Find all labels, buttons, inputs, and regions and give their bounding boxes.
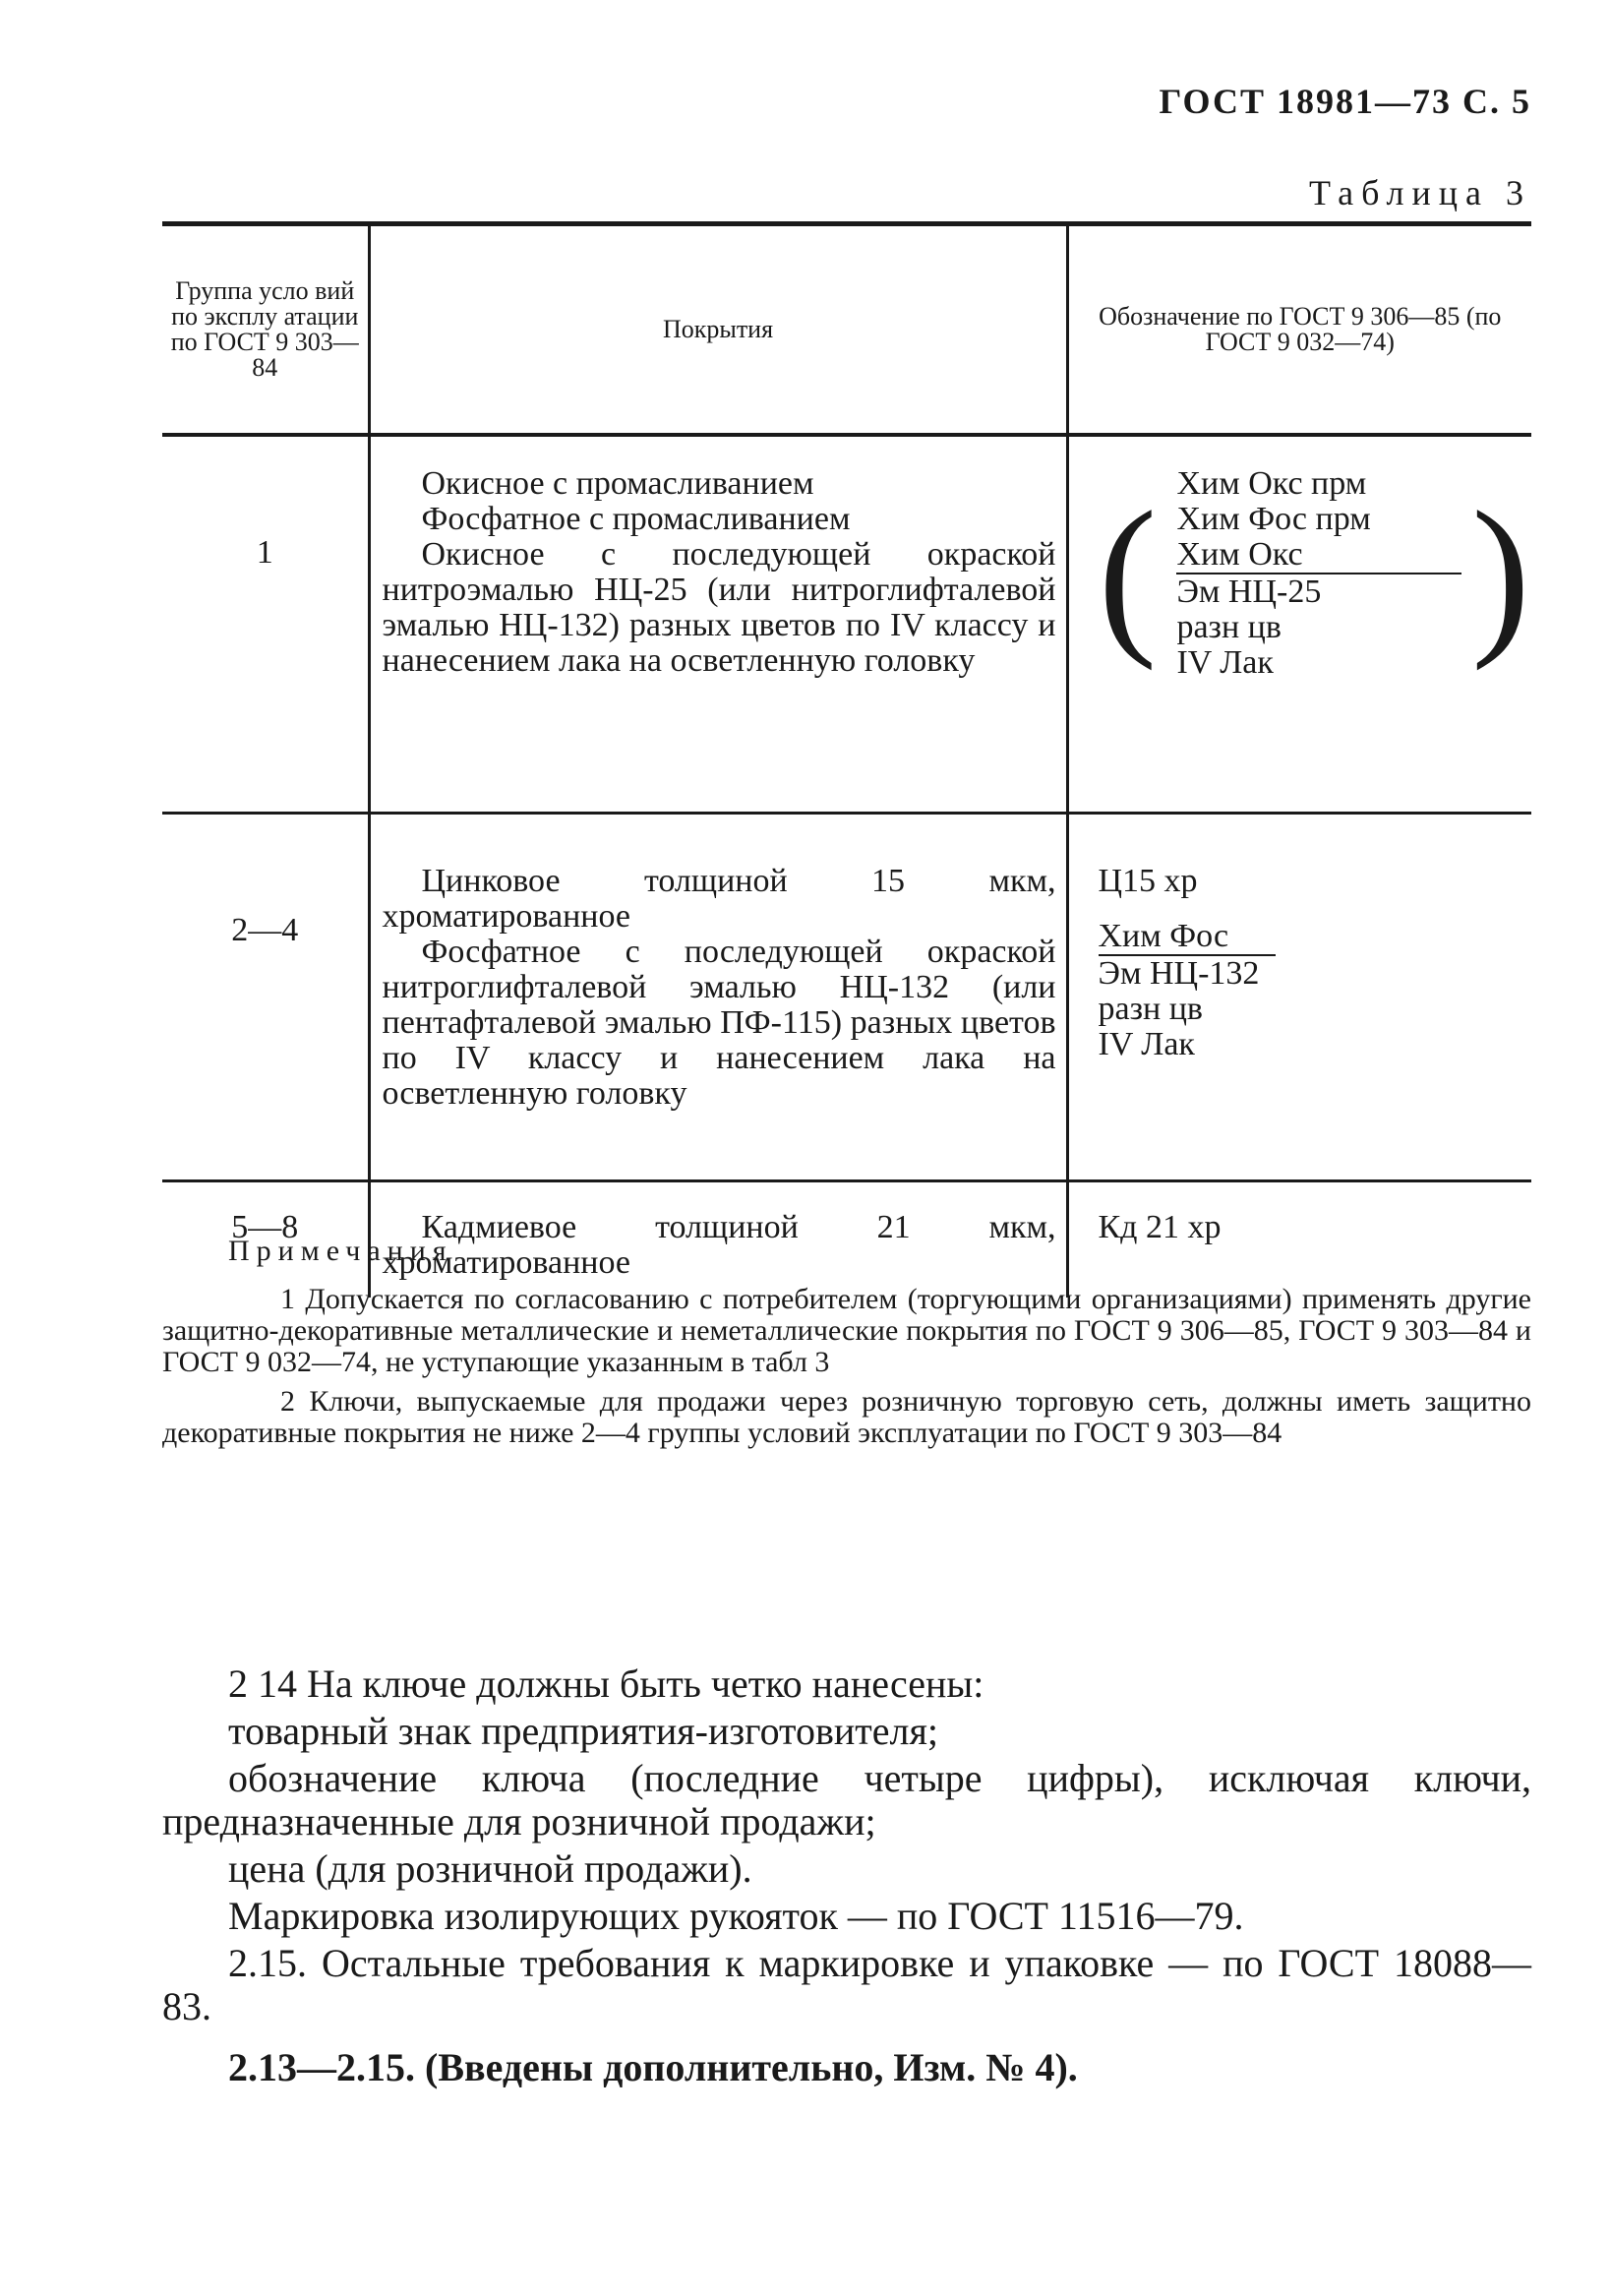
note-item: 1 Допускается по согласованию с потребителем (торгующими организациями) применять другие защитно-декоративные металлические и неметаллические покрытия по ГОСТ 9 306—85, ГОСТ 9 303—84 и ГОСТ 9 032—74, не уступающие указанным в табл 3 <box>162 1283 1531 1378</box>
paragraph: цена (для розничной продажи). <box>228 1846 752 1891</box>
group-cell: 2—4 <box>162 814 369 1181</box>
notes-title: Примечания <box>228 1235 453 1267</box>
table-row <box>162 435 1531 814</box>
table-caption: Таблица 3 <box>1309 173 1531 212</box>
coating-line: Кадмиевое толщиной 21 мкм, хроматированное <box>382 1209 1056 1281</box>
paragraph: Маркировка изолирующих рукояток — по ГОСТ 11516—79. <box>228 1894 1244 1938</box>
note-item: 2 Ключи, выпускаемые для продажи через розничную торговую сеть, должны иметь защитно декоративные покрытия не ниже 2—4 группы условий эксплуатации по ГОСТ 9 303—84 <box>162 1385 1531 1449</box>
clause-2-15: 2.15. Остальные требования к маркировке и упаковке — по ГОСТ 18088—83. <box>162 1941 1531 2028</box>
column-header-designation: Обозначение по ГОСТ 9 306—85 (по ГОСТ 9 032—74) <box>1067 224 1531 436</box>
designation-plain: Ц15 хр <box>1098 863 1198 899</box>
designation-cell <box>1067 435 1531 814</box>
group-cell: 1 <box>162 435 369 814</box>
group-cell: 5—8 <box>162 1181 369 1299</box>
designation-numerator: Хим Окс прм Хим Фос прм Хим Окс <box>1176 466 1461 574</box>
coating-cell <box>369 435 1067 814</box>
coating-line: Фосфатное с промасливанием <box>421 501 851 537</box>
designation-fraction: Хим Фос Эм НЦ-132 разн цв IV Лак <box>1099 919 1276 1062</box>
paragraph: товарный знак предприятия-изготовителя; <box>228 1709 938 1753</box>
table-row <box>162 814 1531 1181</box>
notes-list <box>162 1284 1531 1457</box>
table-header-row <box>162 224 1531 436</box>
designation-cell: Кд 21 хр <box>1098 1209 1222 1245</box>
right-bracket-icon: ) <box>1471 475 1530 671</box>
coating-cell <box>369 1181 1067 1299</box>
page-header: ГОСТ 18981—73 С. 5 <box>1159 82 1531 121</box>
paragraph: обозначение ключа (последние четыре цифры), исключая ключи, предназначенные для розничной продажи; <box>162 1756 1531 1843</box>
coating-cell <box>369 814 1067 1181</box>
designation-fraction: Хим Окс прм Хим Фос прм Хим Окс Эм НЦ-25 разн цв IV Лак <box>1176 466 1461 681</box>
designation-cell <box>1067 814 1531 1181</box>
left-bracket-icon: ( <box>1098 475 1158 671</box>
column-header-group: Группа усло вий по эксплу атации по ГОСТ 9 303—84 <box>162 224 369 436</box>
amendment-note: 2.13—2.15. (Введены дополнительно, Изм. № 4). <box>228 2045 1078 2089</box>
designation-numerator: Хим Фос <box>1099 919 1276 956</box>
coatings-table <box>162 221 1531 1298</box>
coating-line: Цинковое толщиной 15 мкм, хроматированное <box>382 863 1056 935</box>
coating-line: Окисное с промасливанием <box>421 465 814 502</box>
coating-line: Окисное с последующей окраской нитроэмалью НЦ-25 (или нитроглифталевой эмалью НЦ-132) разных цветов по IV классу и нанесением лака на осветленную головку <box>382 536 1056 679</box>
body-text <box>162 1662 1531 2093</box>
clause-2-14: 2 14 На ключе должны быть четко нанесены: <box>228 1662 984 1706</box>
coating-line: Фосфатное с последующей окраской нитроглифталевой эмалью НЦ-132 (или пентафталевой эмалью ПФ-115) разных цветов по IV классу и нанесением лака на осветленную головку <box>382 934 1056 1112</box>
column-header-coating: Покрытия <box>369 224 1067 436</box>
